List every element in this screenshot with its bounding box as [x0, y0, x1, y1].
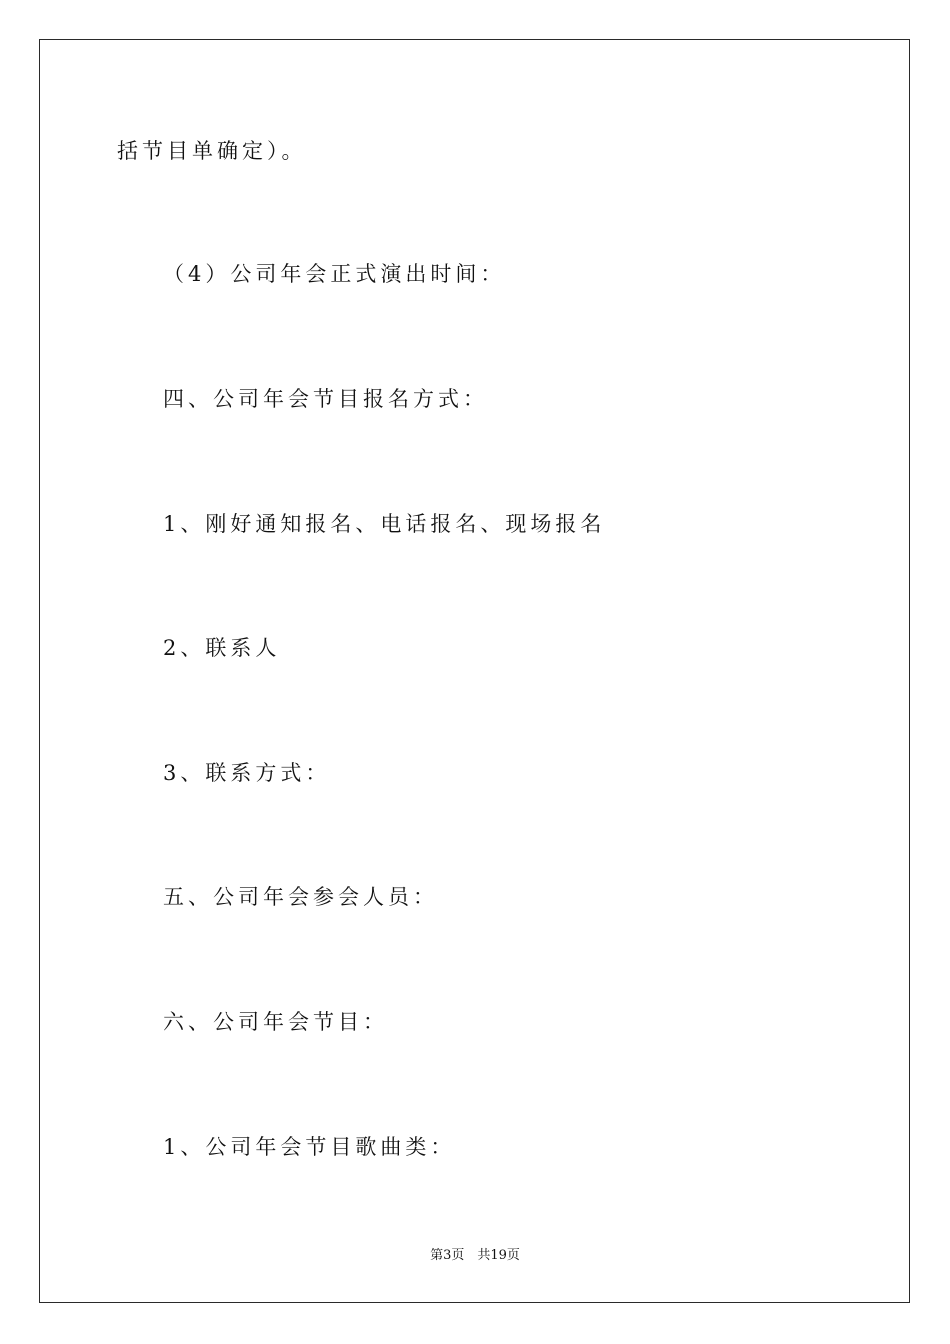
heading-registration-method: 四、公司年会节目报名方式：	[163, 387, 488, 411]
list-item-contact-person: 2、联系人	[163, 636, 281, 660]
heading-programs: 六、公司年会节目：	[163, 1010, 388, 1034]
paragraph-performance-time: （4）公司年会正式演出时间：	[163, 262, 506, 286]
page-number-footer: 第3页 共19页	[430, 1248, 520, 1263]
list-item-registration-channels: 1、刚好通知报名、电话报名、现场报名	[163, 512, 606, 536]
paragraph-program-list-end: 括节目单确定）。	[117, 139, 307, 163]
list-item-song-programs: 1、公司年会节目歌曲类：	[163, 1135, 456, 1159]
heading-attendees: 五、公司年会参会人员：	[163, 885, 438, 909]
list-item-contact-method: 3、联系方式：	[163, 761, 331, 785]
page-border	[39, 39, 910, 1303]
